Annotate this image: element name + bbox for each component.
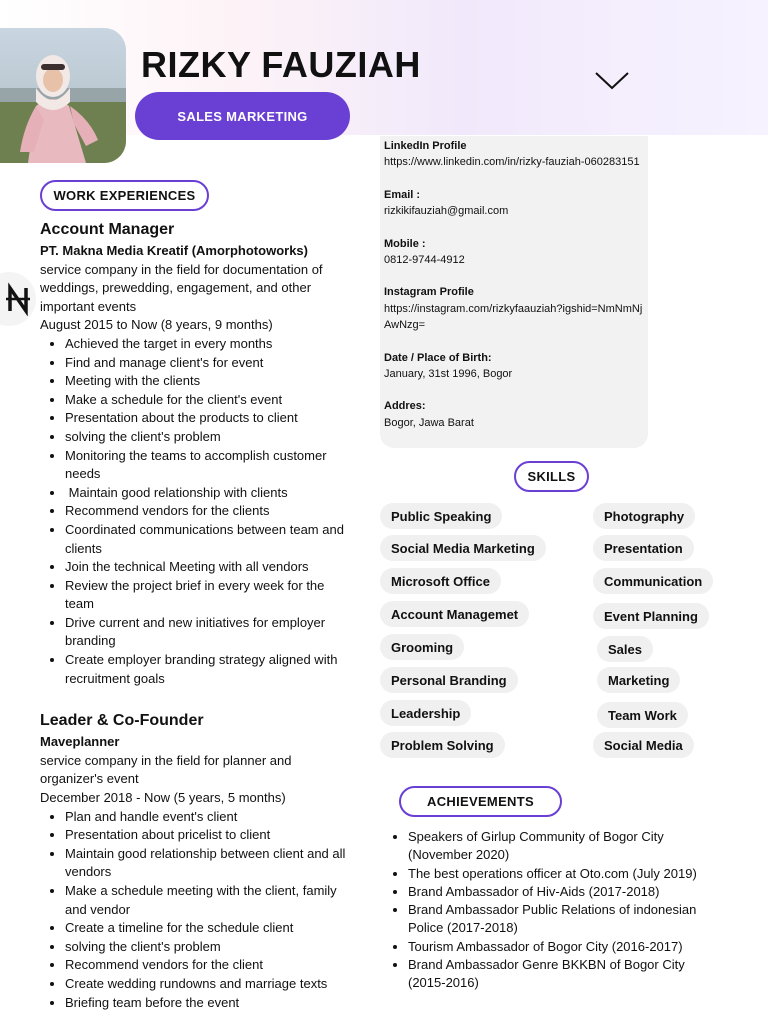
birth-label: Date / Place of Birth: (384, 351, 492, 364)
skill-tag: Marketing (597, 667, 680, 693)
skill-tag: Account Managemet (380, 601, 529, 627)
address-block (384, 398, 644, 431)
achievements-list (383, 828, 723, 993)
instagram-link[interactable]: https://instagram.com/rizkyfaauziah?igshid=NmNmNjAwNzg= (384, 302, 643, 332)
work-experience-list (40, 220, 355, 1012)
achievement-item: • Speakers of Girlup Community of Bogor City (November 2020) (408, 828, 723, 865)
duty-item: • solving the client's problem (65, 938, 355, 957)
linkedin-block (384, 138, 644, 171)
duty-item: • Make a schedule for the client's event (65, 391, 355, 410)
duty-item: • Drive current and new initiatives for employer branding (65, 614, 355, 651)
skill-tag: Communication (593, 568, 713, 594)
skill-tag: Problem Solving (380, 732, 505, 758)
job-period: August 2015 to Now (8 years, 9 months) (40, 317, 273, 333)
duty-item: • Monitoring the teams to accomplish customer needs (65, 447, 355, 484)
duty-item: • Create a timeline for the schedule client (65, 919, 355, 938)
achievements-section-heading: ACHIEVEMENTS (399, 786, 562, 817)
company-name: PT. Makna Media Kreatif (Amorphotoworks) (40, 243, 308, 258)
duty-item: • Review the project brief in every week for the team (65, 577, 355, 614)
duty-item: • Coordinated communications between team and clients (65, 521, 355, 558)
skills-section-heading: SKILLS (514, 461, 589, 492)
duty-item: • Create wedding rundowns and marriage texts (65, 975, 355, 994)
duty-item: • Join the technical Meeting with all vendors (65, 558, 355, 577)
job-period: December 2018 - Now (5 years, 5 months) (40, 790, 286, 806)
skill-tag: Team Work (597, 702, 688, 728)
candidate-name: RIZKY FAUZIAH (141, 44, 421, 85)
achievement-item: • Tourism Ambassador of Bogor City (2016-2017) (408, 938, 723, 956)
skill-tag: Microsoft Office (380, 568, 501, 594)
address-label: Addres: (384, 400, 426, 413)
chevron-down-icon[interactable] (594, 66, 630, 94)
skill-tag: Social Media (593, 732, 694, 758)
skill-tag: Sales (597, 636, 653, 662)
duty-item: • solving the client's problem (65, 428, 355, 447)
instagram-label: Instagram Profile (384, 286, 474, 299)
achievement-item: • Brand Ambassador Public Relations of indonesian Police (2017-2018) (408, 901, 723, 938)
skill-tag: Grooming (380, 634, 464, 660)
skill-tag: Leadership (380, 700, 471, 726)
duty-list (40, 808, 355, 1013)
job-description: service company in the field for planner and organizer's event (40, 752, 292, 787)
job-entry (40, 711, 355, 1012)
duty-item: • Make a schedule meeting with the client, family and vendor (65, 882, 355, 919)
company-name: Maveplanner (40, 734, 120, 750)
email-block (384, 187, 644, 220)
birth-value: January, 31st 1996, Bogor (384, 368, 513, 381)
mobile-block (384, 236, 644, 269)
birth-block (384, 350, 644, 383)
work-section-heading: WORK EXPERIENCES (40, 180, 209, 211)
duty-item: • Maintain good relationship between client and all vendors (65, 845, 355, 882)
duty-item: • Find and manage client's for event (65, 354, 355, 373)
skill-tag: Public Speaking (380, 503, 502, 529)
duty-item: • Maintain good relationship with clients (65, 484, 355, 503)
achievement-item: • The best operations officer at Oto.com (July 2019) (408, 865, 723, 883)
duty-list (40, 335, 355, 688)
linkedin-link[interactable]: https://www.linkedin.com/in/rizky-fauziah-060283151 (384, 156, 640, 169)
duty-item: • Recommend vendors for the clients (65, 502, 355, 521)
achievement-item: • Brand Ambassador of Hiv-Aids (2017-2018) (408, 883, 723, 901)
achievement-item: • Brand Ambassador Genre BKKBN of Bogor City (2015-2016) (408, 956, 723, 993)
mobile-label: Mobile : (384, 237, 426, 250)
job-entry (40, 220, 355, 688)
skill-tag: Presentation (593, 535, 694, 561)
duty-item: • Plan and handle event's client (65, 808, 355, 827)
linkedin-label: LinkedIn Profile (384, 140, 467, 152)
job-title: Account Manager (40, 221, 175, 238)
email-value[interactable]: rizkikifauziah@gmail.com (384, 205, 509, 218)
skill-tag: Event Planning (593, 603, 709, 629)
duty-item: • Presentation about pricelist to client (65, 826, 355, 845)
skill-tag: Personal Branding (380, 667, 518, 693)
address-value: Bogor, Jawa Barat (384, 416, 474, 429)
duty-item: • Meeting with the clients (65, 372, 355, 391)
duty-item: • Presentation about the products to client (65, 409, 355, 428)
job-description: service company in the field for documentation of weddings, prewedding, engagement, and other important events (40, 261, 323, 314)
position-badge: SALES MARKETING (135, 92, 350, 140)
mobile-value: 0812-9744-4912 (384, 254, 465, 267)
contact-panel (380, 136, 648, 448)
duty-item: • Recommend vendors for the client (65, 956, 355, 975)
duty-item: • Briefing team before the event (65, 994, 355, 1013)
profile-photo (0, 28, 126, 163)
n-logo-icon (0, 272, 36, 326)
duty-item: • Achieved the target in every months (65, 335, 355, 354)
email-label: Email : (384, 188, 421, 201)
duty-item: • Create employer branding strategy aligned with recruitment goals (65, 651, 355, 688)
instagram-block (384, 284, 644, 333)
skill-tag: Social Media Marketing (380, 535, 546, 561)
skill-tag: Photography (593, 503, 695, 529)
job-title: Leader & Co-Founder (40, 712, 204, 730)
